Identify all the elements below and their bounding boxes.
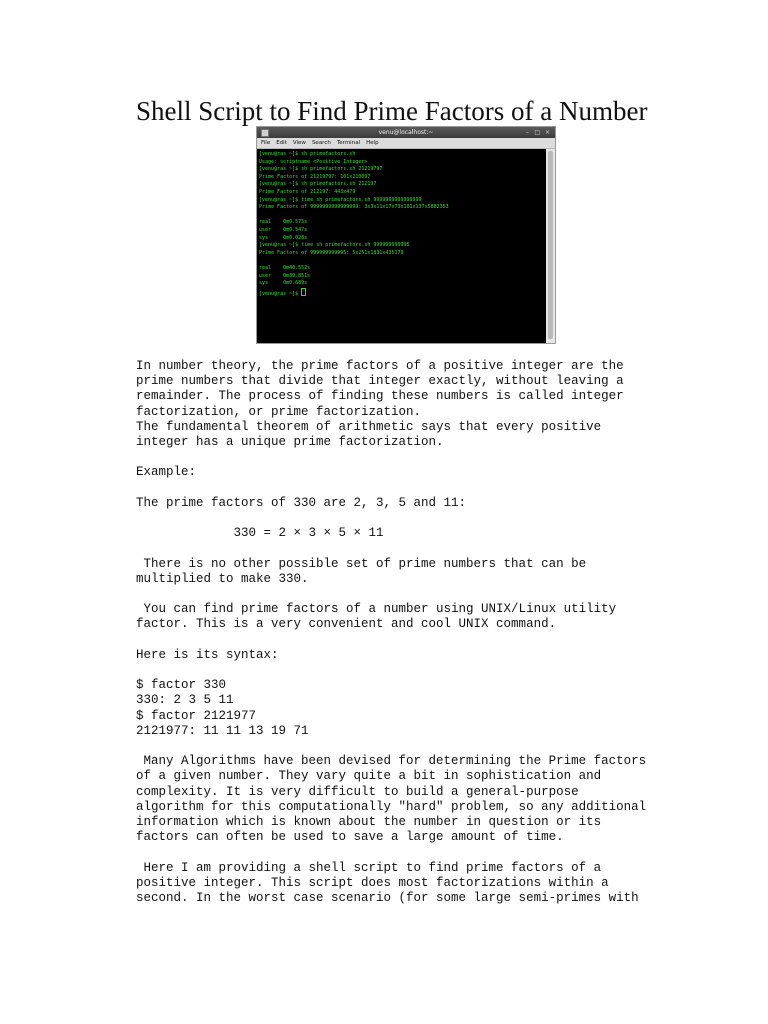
terminal-app-icon	[261, 129, 269, 137]
terminal-scrollbar	[546, 149, 555, 343]
paragraph-example-label: Example:	[136, 465, 197, 480]
paragraph-factor-utility: You can find prime factors of a number using UNIX/Linux utility factor. This is a very convenient and cool UNIX command.	[136, 602, 617, 632]
terminal-line: user 0m39.851s	[259, 272, 311, 279]
page-title: Shell Script to Find Prime Factors of a Number	[136, 96, 648, 126]
terminal-line: [venu@ras ~]$ sh primefactors.sh 21219797	[259, 166, 383, 173]
terminal-line	[259, 212, 544, 220]
terminal-window-title: venu@localhost:~	[378, 129, 434, 136]
paragraph-intro: In number theory, the prime factors of a positive integer are the prime numbers that divide that integer exactly, without leaving a remainder. The process of finding these numbers is called integer factorization, or prime factorization. The fundamental theorem of arithmetic says that every positive integer has a unique prime factorization.	[136, 359, 624, 450]
maximize-icon: □	[534, 129, 540, 136]
terminal-line: Prime Factors of 21219797: 101x210097	[259, 173, 371, 180]
terminal-line: [venu@ras ~]$ time sh primefactors.sh 999999999995	[259, 242, 410, 249]
paragraph-script-intro: Here I am providing a shell script to find prime factors of a positive integer. This script does most factorizations within a second. In the worst case scenario (for some large semi-primes with	[136, 860, 639, 905]
menu-edit: Edit	[276, 140, 287, 146]
terminal-prompt-line	[259, 288, 544, 299]
paragraph-syntax-label: Here is its syntax:	[136, 647, 279, 662]
close-icon: ×	[544, 129, 550, 136]
terminal-line: sys 0m0.028s	[259, 234, 308, 241]
article-body	[136, 359, 696, 906]
terminal-line: real 0m40.552s	[259, 264, 311, 271]
terminal-line: user 0m0.547s	[259, 226, 308, 233]
minimize-icon: –	[526, 129, 529, 136]
terminal-line: Usage: scriptname <Positive Integer>	[259, 158, 368, 165]
terminal-line: real 0m0.575s	[259, 219, 308, 226]
code-example: $ factor 330 330: 2 3 5 11 $ factor 2121977 2121977: 11 11 13 19 71	[136, 678, 309, 738]
terminal-prompt: [venu@ras ~]$	[259, 290, 302, 297]
equation-line: 330 = 2 × 3 × 5 × 11	[136, 526, 384, 541]
terminal-cursor	[301, 288, 306, 296]
menu-help: Help	[366, 140, 379, 146]
paragraph-algorithms: Many Algorithms have been devised for determining the Prime factors of a given number. They vary quite a bit in sophistication and complexity. It is very difficult to build a general-purpose algorithm for this computationally "hard" problem, so any additional information which is known about the number in question or its factors can often be used to save a large amount of time.	[136, 754, 647, 845]
scrollbar-thumb	[548, 151, 553, 339]
paragraph-uniqueness: There is no other possible set of prime numbers that can be multiplied to make 330.	[136, 556, 587, 586]
terminal-output	[257, 149, 546, 343]
terminal-line: [venu@ras ~]$ sh primefactors.sh	[259, 151, 356, 157]
terminal-line: [venu@ras ~]$ sh primefactors.sh 212197	[259, 181, 377, 188]
terminal-line	[259, 257, 544, 265]
terminal-line: Prime Factors of 9999999999999999: 3x3x11x17x73x101x137x5882353	[259, 204, 449, 211]
terminal-menubar	[257, 138, 555, 149]
terminal-line: Prime Factors of 212197: 443x479	[259, 188, 356, 195]
menu-view: View	[292, 140, 306, 146]
terminal-screenshot	[256, 126, 556, 344]
terminal-line: Prime Factors of 999999999995: 5x251x1831x435179	[259, 249, 404, 256]
menu-terminal: Terminal	[336, 140, 361, 146]
menu-search: Search	[311, 140, 331, 146]
terminal-line: [venu@ras ~]$ time sh primefactors.sh 9999999999999999	[259, 196, 422, 203]
menu-file: File	[261, 140, 271, 146]
terminal-titlebar	[257, 127, 555, 138]
paragraph-example-text: The prime factors of 330 are 2, 3, 5 and 11:	[136, 495, 467, 510]
terminal-line: sys 0m0.689s	[259, 280, 308, 287]
